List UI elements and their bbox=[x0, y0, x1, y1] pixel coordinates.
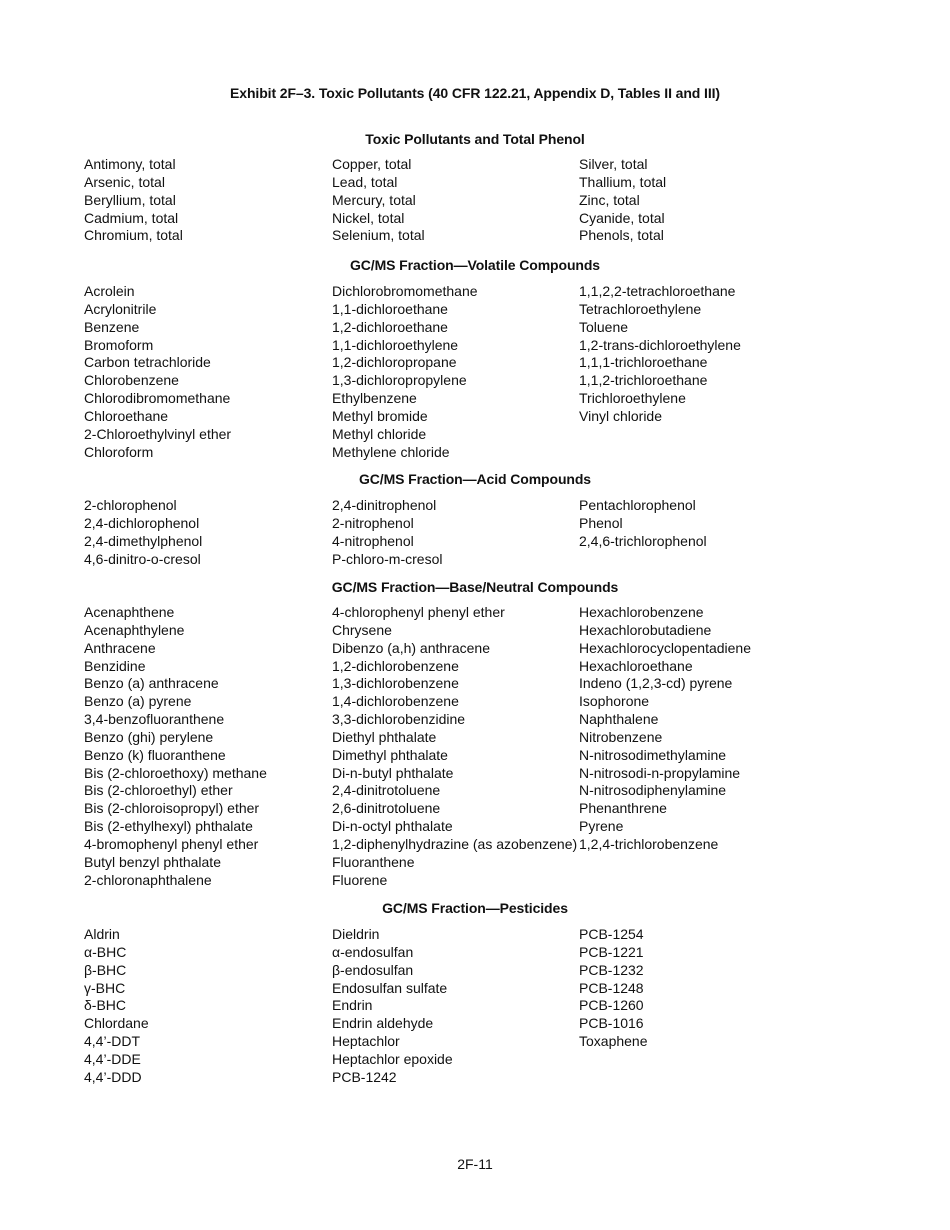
pollutant-item: 2,4-dimethylphenol bbox=[84, 532, 203, 549]
pollutant-item: 1,3-dichlorobenzene bbox=[332, 675, 459, 692]
pollutant-item: Acrolein bbox=[84, 283, 135, 299]
pollutant-item: Methylene chloride bbox=[332, 443, 450, 460]
pollutant-item: Bis (2-chloroisopropyl) ether bbox=[84, 800, 260, 817]
section-column bbox=[332, 283, 478, 461]
pollutant-item: Toxaphene bbox=[579, 1033, 648, 1050]
pollutant-item: PCB-1248 bbox=[579, 979, 644, 996]
pollutant-item: Hexachlorocyclopentadiene bbox=[579, 639, 751, 656]
pollutant-item: 4,6-dinitro-o-cresol bbox=[84, 550, 201, 567]
pollutant-item: Pentachlorophenol bbox=[579, 497, 696, 513]
pollutant-item: Benzidine bbox=[84, 657, 146, 674]
pollutant-item: Chlorobenzene bbox=[84, 372, 179, 389]
page-number: 2F-11 bbox=[457, 1156, 493, 1172]
pollutant-item: Chloroethane bbox=[84, 407, 169, 424]
section-base-neutral-compounds bbox=[0, 577, 950, 898]
section-column bbox=[332, 156, 425, 245]
pollutant-item: 3,4-benzofluoranthene bbox=[84, 711, 225, 728]
pollutant-item: Dieldrin bbox=[332, 926, 380, 942]
pollutant-item: Cyanide, total bbox=[579, 209, 665, 226]
pollutant-item: Thallium, total bbox=[579, 173, 667, 190]
section-column bbox=[84, 283, 231, 461]
pollutant-item: Nickel, total bbox=[332, 209, 405, 226]
pollutant-item: 4-chlorophenyl phenyl ether bbox=[332, 604, 505, 620]
pollutant-item: Chlorodibromomethane bbox=[84, 390, 231, 407]
pollutant-item: β-endosulfan bbox=[332, 961, 414, 978]
pollutant-item: 2-nitrophenol bbox=[332, 514, 414, 531]
pollutant-item: Isophorone bbox=[579, 693, 650, 710]
pollutant-item: Copper, total bbox=[332, 156, 412, 172]
exhibit-title: Exhibit 2F–3. Toxic Pollutants (40 CFR 122.21, Appendix D, Tables II and III) bbox=[230, 85, 720, 101]
pollutant-item: Acrylonitrile bbox=[84, 300, 157, 317]
pollutant-item: PCB-1260 bbox=[579, 997, 644, 1014]
pollutant-item: Lead, total bbox=[332, 173, 398, 190]
pollutant-item: Heptachlor bbox=[332, 1033, 400, 1050]
pollutant-item: Carbon tetrachloride bbox=[84, 354, 211, 371]
pollutant-item: Dimethyl phthalate bbox=[332, 746, 448, 763]
pollutant-item: α-endosulfan bbox=[332, 943, 414, 960]
pollutant-item: Phenanthrene bbox=[579, 800, 667, 817]
section-heading: GC/MS Fraction—Pesticides bbox=[382, 900, 568, 916]
pollutant-item: 2,4-dichlorophenol bbox=[84, 514, 200, 531]
pollutant-item: N-nitrosodimethylamine bbox=[579, 746, 727, 763]
pollutant-item: Tetrachloroethylene bbox=[579, 300, 702, 317]
pollutant-item: P-chloro-m-cresol bbox=[332, 550, 443, 567]
pollutant-item: 2,4-dinitrophenol bbox=[332, 497, 437, 513]
section-heading: Toxic Pollutants and Total Phenol bbox=[365, 131, 585, 147]
pollutant-item: Heptachlor epoxide bbox=[332, 1050, 453, 1067]
pollutant-item: Benzene bbox=[84, 318, 140, 335]
pollutant-item: 4,4’-DDE bbox=[84, 1050, 141, 1067]
pollutant-item: 1,2-dichlorobenzene bbox=[332, 657, 459, 674]
pollutant-item: Methyl bromide bbox=[332, 407, 428, 424]
pollutant-item: Acenaphthene bbox=[84, 604, 175, 620]
pollutant-item: Dichlorobromomethane bbox=[332, 283, 478, 299]
section-volatile-compounds bbox=[0, 255, 950, 469]
pollutant-item: N-nitrosodi-n-propylamine bbox=[579, 764, 741, 781]
section-column bbox=[84, 604, 267, 890]
pollutant-item: Arsenic, total bbox=[84, 173, 165, 190]
pollutant-item: Fluoranthene bbox=[332, 853, 415, 870]
pollutant-item: 3,3-dichlorobenzidine bbox=[332, 711, 466, 728]
pollutant-item: Cadmium, total bbox=[84, 209, 179, 226]
pollutant-item: Dibenzo (a,h) anthracene bbox=[332, 639, 490, 656]
section-column bbox=[332, 926, 453, 1087]
pollutant-item: 2,4-dinitrotoluene bbox=[332, 782, 441, 799]
pollutant-item: Bis (2-chloroethoxy) methane bbox=[84, 764, 267, 781]
pollutant-item: 1,2-dichloroethane bbox=[332, 318, 448, 335]
pollutant-item: Antimony, total bbox=[84, 156, 176, 172]
pollutant-item: Diethyl phthalate bbox=[332, 728, 437, 745]
section-heading: GC/MS Fraction—Acid Compounds bbox=[359, 471, 591, 487]
pollutant-item: 4,4’-DDT bbox=[84, 1033, 141, 1050]
pollutant-item: Indeno (1,2,3-cd) pyrene bbox=[579, 675, 733, 692]
pollutant-item: 1,1,2,2-tetrachloroethane bbox=[579, 283, 736, 299]
pollutant-item: Benzo (a) pyrene bbox=[84, 693, 192, 710]
section-toxic-pollutants bbox=[0, 129, 950, 255]
pollutant-item: Aldrin bbox=[84, 926, 120, 942]
pollutant-item: Phenols, total bbox=[579, 227, 664, 244]
pollutant-item: Acenaphthylene bbox=[84, 621, 185, 638]
pollutant-item: 1,2-dichloropropane bbox=[332, 354, 457, 371]
section-column bbox=[579, 497, 707, 551]
pollutant-item: Trichloroethylene bbox=[579, 390, 686, 407]
pollutant-item: Endosulfan sulfate bbox=[332, 979, 448, 996]
pollutant-item: 2-chlorophenol bbox=[84, 497, 177, 513]
pollutant-item: Chloroform bbox=[84, 443, 154, 460]
section-column bbox=[84, 156, 183, 245]
pollutant-item: Endrin bbox=[332, 997, 373, 1014]
pollutant-item: Fluorene bbox=[332, 871, 388, 888]
pollutant-item: Hexachlorobenzene bbox=[579, 604, 704, 620]
pollutant-item: 2,4,6-trichlorophenol bbox=[579, 532, 707, 549]
pollutant-item: α-BHC bbox=[84, 943, 127, 960]
section-column bbox=[332, 604, 577, 890]
section-acid-compounds bbox=[0, 469, 950, 577]
pollutant-item: Zinc, total bbox=[579, 191, 640, 208]
pollutant-item: 1,2,4-trichlorobenzene bbox=[579, 835, 719, 852]
pollutant-item: PCB-1242 bbox=[332, 1068, 397, 1085]
pollutant-item: Mercury, total bbox=[332, 191, 416, 208]
pollutant-item: Naphthalene bbox=[579, 711, 659, 728]
pollutant-item: PCB-1221 bbox=[579, 943, 644, 960]
pollutant-item: Bromoform bbox=[84, 336, 154, 353]
pollutant-item: 1,2-diphenylhydrazine (as azobenzene) bbox=[332, 835, 578, 852]
pollutant-item: Benzo (a) anthracene bbox=[84, 675, 219, 692]
section-column bbox=[332, 497, 442, 568]
pollutant-item: Phenol bbox=[579, 514, 623, 531]
pollutant-sections bbox=[0, 129, 950, 1098]
pollutant-item: Selenium, total bbox=[332, 227, 425, 244]
pollutant-item: Hexachloroethane bbox=[579, 657, 693, 674]
section-column bbox=[579, 926, 648, 1051]
pollutant-item: Endrin aldehyde bbox=[332, 1015, 434, 1032]
section-column bbox=[579, 604, 751, 854]
pollutant-item: Chlordane bbox=[84, 1015, 149, 1032]
pollutant-item: Benzo (k) fluoranthene bbox=[84, 746, 226, 763]
pollutant-item: 2-chloronaphthalene bbox=[84, 871, 212, 888]
pollutant-item: Bis (2-chloroethyl) ether bbox=[84, 782, 233, 799]
pollutant-item: PCB-1232 bbox=[579, 961, 644, 978]
pollutant-item: 1,1,1-trichloroethane bbox=[579, 354, 708, 371]
pollutant-item: Methyl chloride bbox=[332, 425, 427, 442]
section-heading: GC/MS Fraction—Base/Neutral Compounds bbox=[331, 579, 619, 595]
pollutant-item: PCB-1254 bbox=[579, 926, 644, 942]
pollutant-item: β-BHC bbox=[84, 961, 127, 978]
pollutant-item: δ-BHC bbox=[84, 997, 127, 1014]
pollutant-item: Chrysene bbox=[332, 621, 392, 638]
section-column bbox=[84, 926, 149, 1087]
pollutant-item: Di-n-butyl phthalate bbox=[332, 764, 454, 781]
section-column bbox=[579, 283, 741, 426]
pollutant-item: Hexachlorobutadiene bbox=[579, 621, 712, 638]
pollutant-item: Anthracene bbox=[84, 639, 156, 656]
pollutant-item: 1,1-dichloroethane bbox=[332, 300, 448, 317]
pollutant-item: 4-nitrophenol bbox=[332, 532, 414, 549]
pollutant-item: 1,1-dichloroethylene bbox=[332, 336, 459, 353]
section-column bbox=[84, 497, 202, 568]
pollutant-item: 1,3-dichloropropylene bbox=[332, 372, 467, 389]
pollutant-item: Butyl benzyl phthalate bbox=[84, 853, 221, 870]
pollutant-item: Ethylbenzene bbox=[332, 390, 417, 407]
pollutant-item: Di-n-octyl phthalate bbox=[332, 818, 453, 835]
section-column bbox=[579, 156, 666, 245]
pollutant-item: Vinyl chloride bbox=[579, 407, 663, 424]
pollutant-item: Chromium, total bbox=[84, 227, 183, 244]
pollutant-item: PCB-1016 bbox=[579, 1015, 644, 1032]
pollutant-item: 4-bromophenyl phenyl ether bbox=[84, 835, 259, 852]
pollutant-item: Nitrobenzene bbox=[579, 728, 663, 745]
pollutant-item: 4,4’-DDD bbox=[84, 1068, 142, 1085]
pollutant-item: Bis (2-ethylhexyl) phthalate bbox=[84, 818, 253, 835]
pollutant-item: 2,6-dinitrotoluene bbox=[332, 800, 441, 817]
pollutant-item: γ-BHC bbox=[84, 979, 126, 996]
pollutant-item: N-nitrosodiphenylamine bbox=[579, 782, 727, 799]
pollutant-item: Beryllium, total bbox=[84, 191, 176, 208]
section-pesticides bbox=[0, 898, 950, 1098]
pollutant-item: Silver, total bbox=[579, 156, 648, 172]
pollutant-item: 2-Chloroethylvinyl ether bbox=[84, 425, 232, 442]
pollutant-item: Pyrene bbox=[579, 818, 624, 835]
pollutant-item: Benzo (ghi) perylene bbox=[84, 728, 214, 745]
pollutant-item: 1,2-trans-dichloroethylene bbox=[579, 336, 741, 353]
pollutant-item: Toluene bbox=[579, 318, 629, 335]
pollutant-item: 1,1,2-trichloroethane bbox=[579, 372, 708, 389]
pollutant-item: 1,4-dichlorobenzene bbox=[332, 693, 459, 710]
section-heading: GC/MS Fraction—Volatile Compounds bbox=[349, 257, 600, 273]
